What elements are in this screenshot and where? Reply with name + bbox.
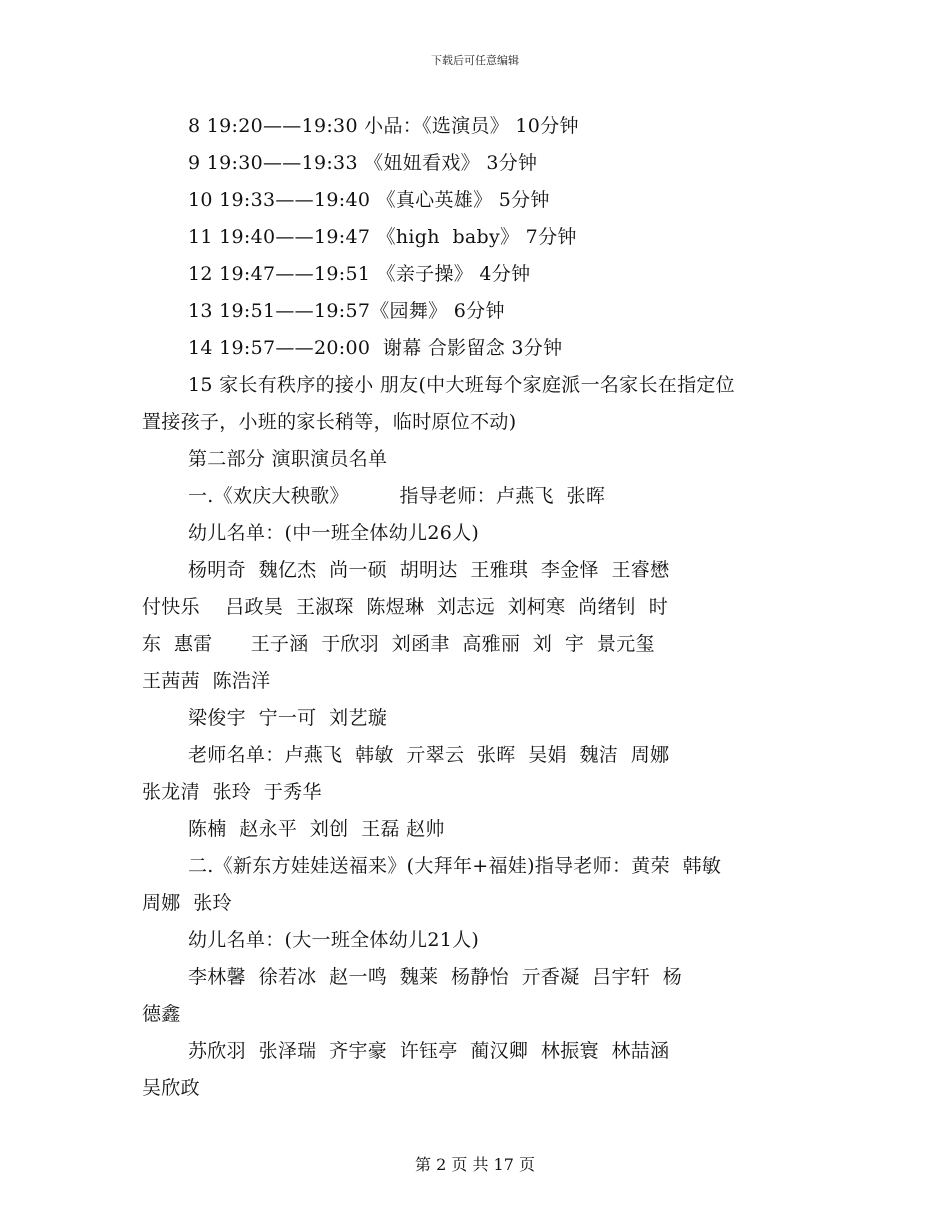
body-line: 李林馨 徐若冰 赵一鸣 魏莱 杨静怡 亓香凝 吕宇轩 杨 [188, 966, 683, 988]
body-line: 15 家长有秩序的接小 朋友(中大班每个家庭派一名家长在指定位 [188, 374, 735, 396]
body-line: 第二部分 演职演员名单 [188, 448, 388, 470]
body-line: 10 19:33——19:40 《真心英雄》 5分钟 [188, 189, 550, 211]
page-footer: 第 2 页 共 17 页 [415, 1155, 535, 1174]
body-line: 14 19:57——20:00 谢幕 合影留念 3分钟 [188, 337, 563, 359]
body-line: 9 19:30——19:33 《妞妞看戏》 3分钟 [188, 152, 538, 174]
body-line: 12 19:47——19:51 《亲子操》 4分钟 [188, 263, 531, 285]
body-line: 置接孩子，小班的家长稍等，临时原位不动) [142, 411, 517, 433]
page-header: 下载后可任意编辑 [431, 54, 519, 67]
body-line: 幼儿名单：(中一班全体幼儿26人) [188, 522, 480, 544]
body-line: 二.《新东方娃娃送福来》(大拜年+福娃)指导老师：黄荣 韩敏 [188, 855, 722, 877]
document-body [142, 108, 822, 1107]
body-line: 8 19:20——19:30 小品：《选演员》 10分钟 [188, 115, 579, 137]
body-line: 周娜 张玲 [142, 892, 232, 914]
body-line: 吴欣政 [142, 1077, 200, 1099]
body-line: 杨明奇 魏亿杰 尚一硕 胡明达 王雅琪 李金怿 王睿懋 [188, 559, 670, 581]
body-line: 11 19:40——19:47 《high baby》 7分钟 [188, 226, 577, 248]
body-line: 付快乐 吕政昊 王淑琛 陈煜琳 刘志远 刘柯寒 尚绪钊 时 [142, 596, 669, 618]
body-line: 陈楠 赵永平 刘创 王磊 赵帅 [188, 818, 445, 840]
body-line: 幼儿名单：(大一班全体幼儿21人) [188, 929, 480, 951]
body-line: 老师名单：卢燕飞 韩敏 亓翠云 张晖 吴娟 魏洁 周娜 [188, 744, 670, 766]
body-line: 一.《欢庆大秧歌》 指导老师：卢燕飞 张晖 [188, 485, 606, 507]
body-line: 张龙清 张玲 于秀华 [142, 781, 322, 803]
body-line: 苏欣羽 张泽瑞 齐宇豪 许钰亭 蔺汉卿 林振寰 林喆涵 [188, 1040, 670, 1062]
body-line: 东 惠雷 王子涵 于欣羽 刘函聿 高雅丽 刘 宇 景元玺 [142, 633, 655, 655]
body-line: 德鑫 [142, 1003, 181, 1025]
body-line: 13 19:51——19:57《园舞》 6分钟 [188, 300, 505, 322]
body-line: 梁俊宇 宁一可 刘艺璇 [188, 707, 388, 729]
body-line: 王茜茜 陈浩洋 [142, 670, 271, 692]
